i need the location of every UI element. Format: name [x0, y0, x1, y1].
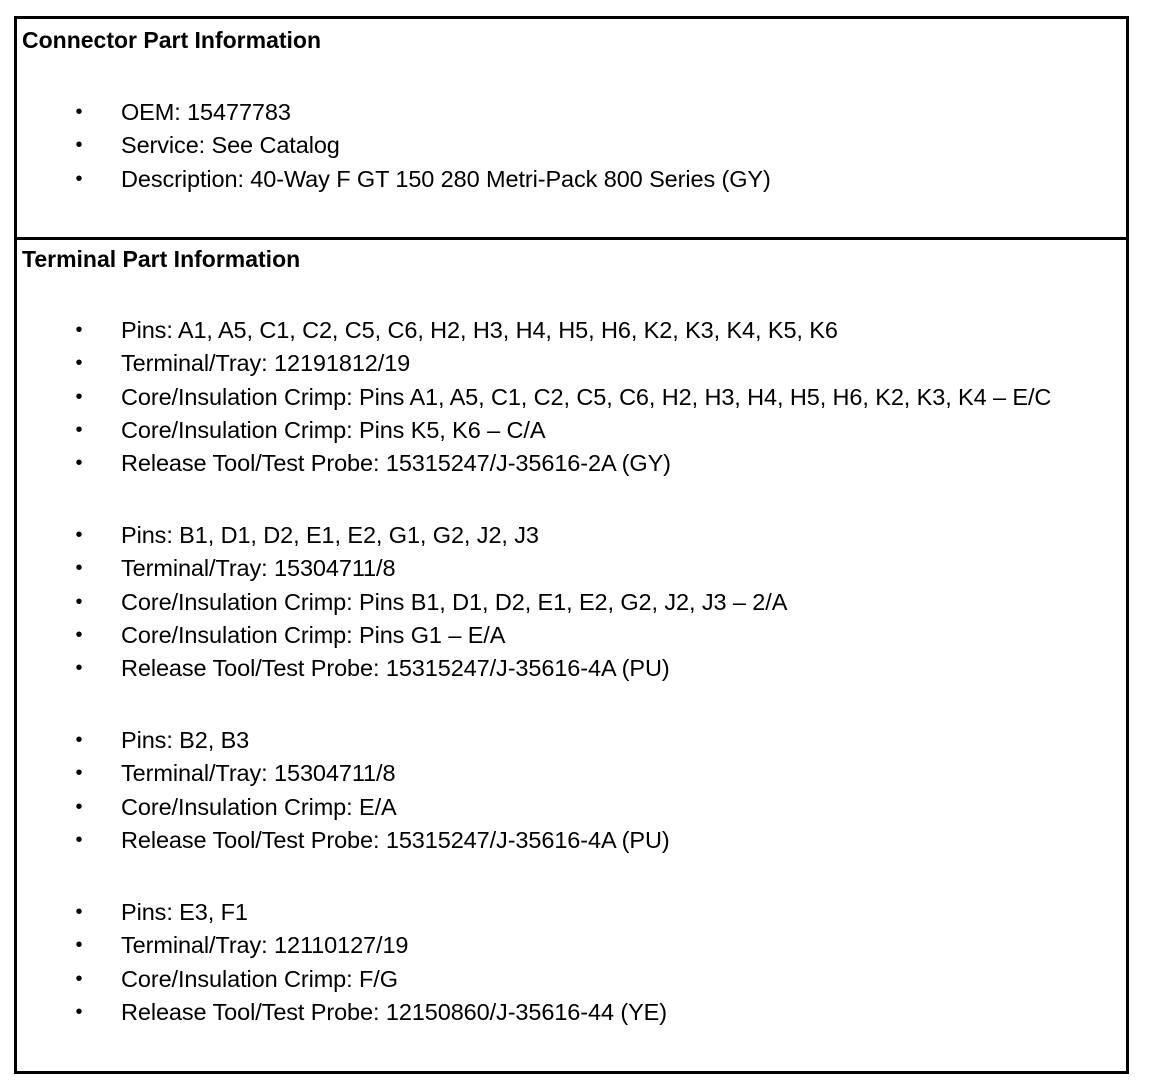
list-item	[17, 129, 1126, 162]
list-item-text: Core/Insulation Crimp: F/G	[121, 965, 398, 992]
bullet-icon: •	[75, 134, 83, 157]
connector-heading: Connector Part Information	[22, 27, 322, 53]
bullet-icon: •	[75, 319, 83, 341]
bullet-icon: •	[75, 452, 83, 475]
terminal-group-4	[17, 896, 1126, 1029]
list-item	[17, 896, 1126, 929]
list-item-text: Release Tool/Test Probe: 15315247/J-35616-2A (GY)	[121, 450, 671, 477]
list-item	[17, 314, 1126, 347]
list-item-text: Release Tool/Test Probe: 15315247/J-35616-4A (PU)	[121, 655, 670, 682]
list-item	[17, 929, 1126, 962]
list-item-text: Core/Insulation Crimp: Pins B1, D1, D2, E1, E2, G2, J2, J3 – 2/A	[121, 588, 788, 615]
list-item	[17, 724, 1126, 757]
connector-list	[17, 96, 1126, 196]
connector-section	[17, 19, 1126, 238]
list-item	[17, 552, 1126, 585]
bullet-icon: •	[75, 657, 83, 680]
terminal-section	[17, 240, 1126, 1071]
bullet-icon: •	[75, 623, 83, 646]
bullet-icon: •	[75, 967, 83, 990]
bullet-icon: •	[75, 828, 83, 851]
list-item-text: Core/Insulation Crimp: Pins A1, A5, C1, C2, C5, C6, H2, H3, H4, H5, H6, K2, K3, K4 – E/C	[121, 383, 1052, 410]
bullet-icon: •	[75, 524, 83, 546]
list-item-text: Terminal/Tray: 15304711/8	[121, 555, 396, 582]
bullet-icon: •	[75, 762, 83, 785]
list-item-text: Terminal/Tray: 12110127/19	[121, 932, 409, 959]
terminal-group-2	[17, 519, 1126, 685]
terminal-group-3	[17, 724, 1126, 857]
list-item-text: Description: 40-Way F GT 150 280 Metri-Pack 800 Series (GY)	[121, 165, 771, 192]
bullet-icon: •	[75, 101, 83, 123]
list-item-text: Service: See Catalog	[121, 132, 340, 159]
list-item	[17, 586, 1126, 619]
list-item	[17, 619, 1126, 652]
bullet-icon: •	[75, 729, 83, 751]
list-item-text: Pins: A1, A5, C1, C2, C5, C6, H2, H3, H4, H5, H6, K2, K3, K4, K5, K6	[121, 317, 838, 343]
list-item	[17, 757, 1126, 790]
bullet-icon: •	[75, 418, 83, 441]
bullet-icon: •	[75, 795, 83, 818]
document-frame	[14, 16, 1129, 1074]
bullet-icon: •	[75, 167, 83, 190]
list-item	[17, 824, 1126, 857]
list-item-text: Core/Insulation Crimp: E/A	[121, 793, 397, 820]
list-item	[17, 996, 1126, 1029]
bullet-icon: •	[75, 1000, 83, 1023]
list-item-text: Release Tool/Test Probe: 12150860/J-35616-44 (YE)	[121, 998, 667, 1025]
list-item-text: Terminal/Tray: 15304711/8	[121, 760, 396, 787]
terminal-heading: Terminal Part Information	[22, 246, 301, 272]
list-item-text: Pins: B2, B3	[121, 727, 250, 753]
bullet-icon: •	[75, 590, 83, 613]
bullet-icon: •	[75, 934, 83, 957]
bullet-icon: •	[75, 385, 83, 408]
list-item	[17, 163, 1126, 196]
list-item-text: Core/Insulation Crimp: Pins K5, K6 – C/A	[121, 416, 546, 443]
list-item-text: Terminal/Tray: 12191812/19	[121, 350, 411, 377]
bullet-icon: •	[75, 901, 83, 923]
list-item	[17, 791, 1126, 824]
list-item-text: Pins: B1, D1, D2, E1, E2, G1, G2, J2, J3	[121, 522, 539, 548]
list-item	[17, 963, 1126, 996]
list-item-text: OEM: 15477783	[121, 99, 291, 125]
list-item	[17, 652, 1126, 685]
bullet-icon: •	[75, 352, 83, 375]
list-item	[17, 381, 1126, 414]
list-item-text: Core/Insulation Crimp: Pins G1 – E/A	[121, 621, 506, 648]
list-item	[17, 347, 1126, 380]
terminal-group-1	[17, 314, 1126, 480]
list-item-text: Release Tool/Test Probe: 15315247/J-35616-4A (PU)	[121, 826, 670, 853]
list-item	[17, 447, 1126, 480]
list-item	[17, 96, 1126, 129]
list-item-text: Pins: E3, F1	[121, 899, 248, 925]
list-item	[17, 519, 1126, 552]
bullet-icon: •	[75, 557, 83, 580]
list-item	[17, 414, 1126, 447]
